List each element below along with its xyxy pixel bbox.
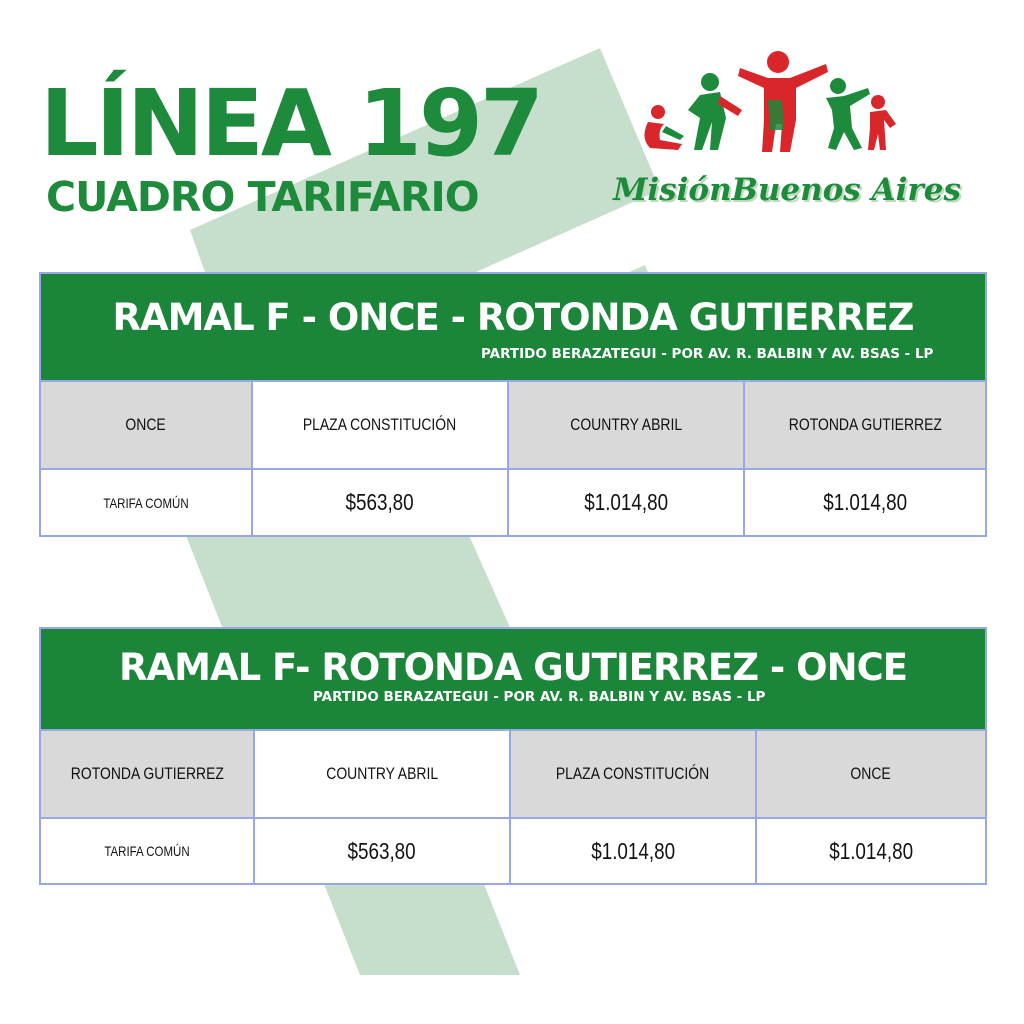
stop-cell: PLAZA CONSTITUCIÓN <box>511 731 757 817</box>
stop-cell-origin: ONCE <box>41 382 253 468</box>
route-title: RAMAL F - ONCE - ROTONDA GUTIERREZ <box>112 296 914 339</box>
route-subtitle: PARTIDO BERAZATEGUI - POR AV. R. BALBIN Y AV. BSAS - LP <box>313 689 766 705</box>
title-block <box>40 70 541 221</box>
fare-value: $563,80 <box>253 470 509 535</box>
stop-cell: ROTONDA GUTIERREZ <box>745 382 985 468</box>
stops-row <box>41 731 985 819</box>
stop-cell: COUNTRY ABRIL <box>509 382 745 468</box>
route-header <box>41 629 985 731</box>
stop-cell: COUNTRY ABRIL <box>255 731 511 817</box>
route-header <box>41 274 985 382</box>
fares-row <box>41 470 985 535</box>
fare-value: $1.014,80 <box>745 470 985 535</box>
fare-value: $1.014,80 <box>511 819 757 883</box>
route-subtitle: PARTIDO BERAZATEGUI - POR AV. R. BALBIN Y AV. BSAS - LP <box>481 346 934 362</box>
fare-value: $1.014,80 <box>757 819 985 883</box>
fare-value: $563,80 <box>255 819 511 883</box>
stop-cell: ONCE <box>757 731 985 817</box>
route-title: RAMAL F- ROTONDA GUTIERREZ - ONCE <box>119 646 907 689</box>
stop-cell-origin: ROTONDA GUTIERREZ <box>41 731 255 817</box>
fare-value: $1.014,80 <box>509 470 745 535</box>
fare-label: TARIFA COMÚN <box>41 819 255 883</box>
fare-table-rotonda-once <box>39 627 987 885</box>
logo-text: MisiónBuenos Aires <box>613 172 961 208</box>
mision-buenos-aires-logo <box>600 40 970 230</box>
fare-label: TARIFA COMÚN <box>41 470 253 535</box>
stop-cell: PLAZA CONSTITUCIÓN <box>253 382 509 468</box>
page-title: LÍNEA 197 <box>40 70 541 177</box>
page-subtitle: CUADRO TARIFARIO <box>46 173 479 221</box>
fare-table-once-rotonda <box>39 272 987 537</box>
fares-row <box>41 819 985 883</box>
stops-row <box>41 382 985 470</box>
people-figures-icon <box>600 40 970 170</box>
